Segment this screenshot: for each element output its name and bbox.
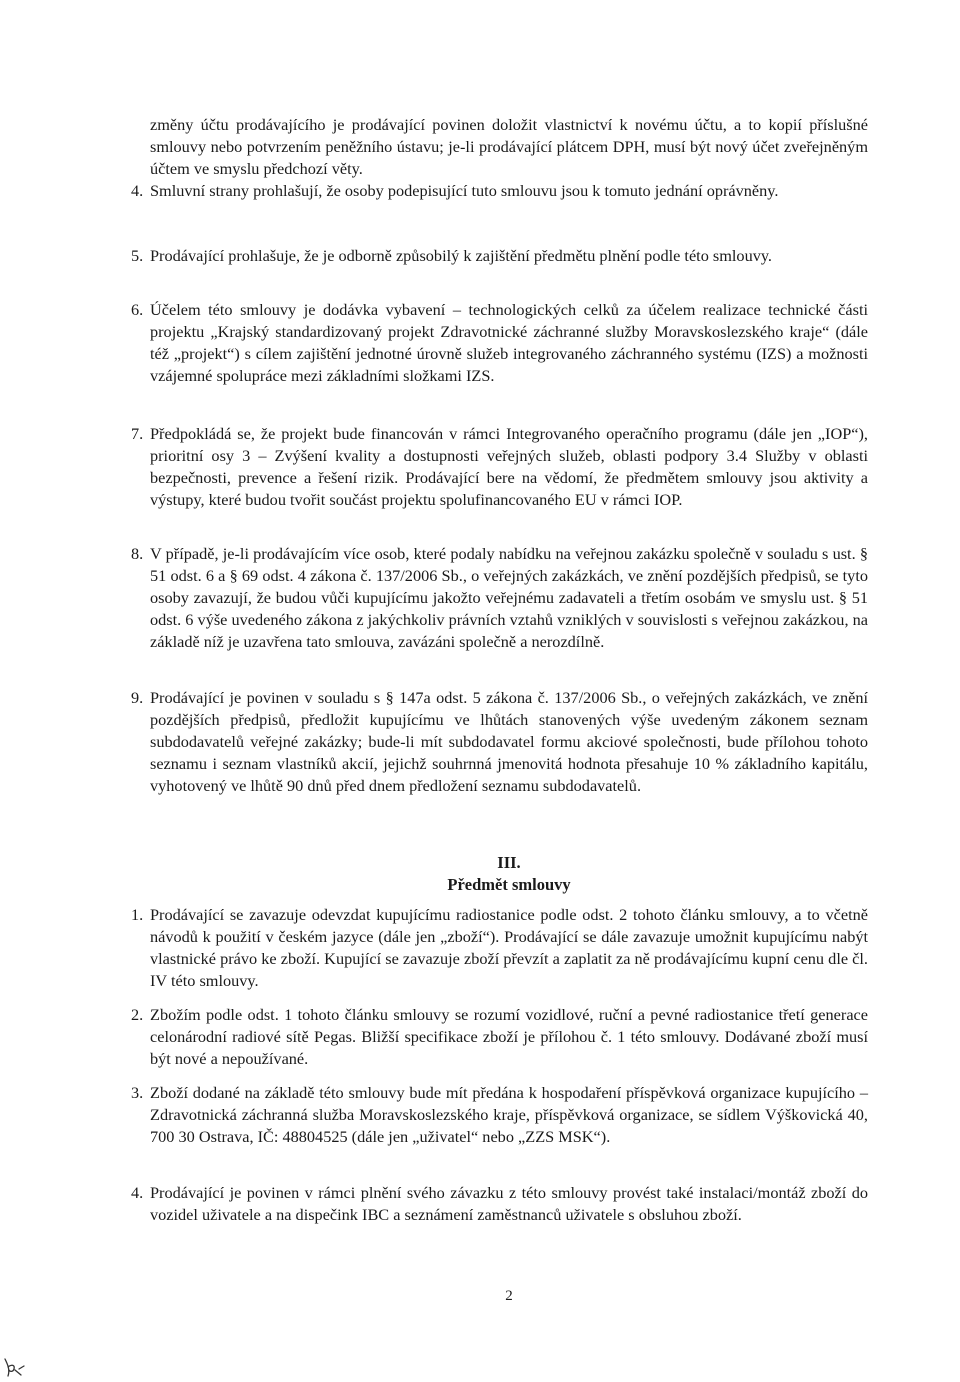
item-text: V případě, je-li prodávajícím více osob, které podaly nabídku na veřejnou zakázku společně v souladu s ust. § 51 odst. 6 a § 69 odst. 4 zákona č. 137/2006 Sb., o veřejných zakázkách, ve znění pozdějších předpisů, se tyto osoby zavazují, že budou vůči kupujícímu jakožto veřejnému zadavateli a třetím osobám ve smyslu ust. § 51 odst. 6 výše uvedeného zákona z jakýchkoliv právních vztahů vzniklých v souvislosti s veřejnou zakázkou, na základě níž je uzavřena tato smlouva, zavázáni společně a nerozdílně. <box>150 544 868 651</box>
list-item <box>131 1082 868 1148</box>
list-item <box>131 687 868 797</box>
item-number: 8. <box>131 544 144 563</box>
item-text: Předpokládá se, že projekt bude financován v rámci Integrovaného operačního programu (dále jen „IOP“), prioritní osy 3 – Zvýšení kvality a dostupnosti veřejných služeb, oblasti podpory 3.4 Služby v oblasti bezpečnosti, prevence a řešení rizik. Prodávající bere na vědomí, že předmětem smlouvy jsou aktivity a výstupy, které budou tvořit součást projektu spolufinancovaného EU v rámci IOP. <box>150 424 868 509</box>
list-item <box>131 245 868 267</box>
handwritten-mark-icon <box>2 1355 28 1379</box>
item-text: Zboží dodané na základě této smlouvy bude mít předána k hospodaření příspěvková organizace kupujícího – Zdravotnická záchranná služba Moravskoslezského kraje, příspěvková organizace, se sídlem Výškovická 40, 700 30 Ostrava, IČ: 48804525 (dále jen „uživatel“ nebo „ZZS MSK“). <box>150 1083 868 1146</box>
page-number: 2 <box>505 1288 513 1304</box>
list-item <box>131 299 868 387</box>
item-number: 4. <box>131 181 144 200</box>
section-title: Předmět smlouvy <box>447 875 571 894</box>
list-item <box>131 1004 868 1070</box>
item-number: 6. <box>131 300 144 319</box>
list-item <box>131 180 868 202</box>
list-item <box>131 1182 868 1226</box>
list-item <box>131 423 868 511</box>
item-number: 7. <box>131 424 144 443</box>
list-item <box>131 543 868 653</box>
item-number: 2. <box>131 1005 144 1024</box>
item-number: 3. <box>131 1083 144 1102</box>
item-number: 9. <box>131 688 144 707</box>
section-number: III. <box>497 853 521 872</box>
list-item <box>131 904 868 992</box>
item-number: 1. <box>131 905 144 924</box>
item-text: Účelem této smlouvy je dodávka vybavení – technologických celků za účelem realizace technické části projektu „Krajský standardizovaný projekt Zdravotnické záchranné služby Moravskoslezského kraje“ (dále též „projekt“) s cílem zajištění jednotné úrovně služeb integrovaného záchranného systému (IZS) a možnosti vzájemné spolupráce mezi základními složkami IZS. <box>150 300 868 385</box>
item-number: 5. <box>131 246 144 265</box>
item-text: Prodávající prohlašuje, že je odborně způsobilý k zajištění předmětu plnění podle této smlouvy. <box>150 246 773 265</box>
item-text: Prodávající je povinen v souladu s § 147a odst. 5 zákona č. 137/2006 Sb., o veřejných zakázkách, ve znění pozdějších předpisů, předložit kupujícímu ve lhůtách stanovených výše uvedeným zákonem seznam subdodavatelů veřejné zakázky; bude-li mít subdodavatel formu akciové společnosti, bude přílohou tohoto seznamu i seznam vlastníků akcií, jejichž souhrnná jmenovitá hodnota přesahuje 10 % základního kapitálu, vyhotovený ve lhůtě 90 dnů před dnem předložení seznamu subdodavatelů. <box>150 688 868 795</box>
item-text: Prodávající se zavazuje odevzdat kupujícímu radiostanice podle odst. 2 tohoto článku smlouvy, a to včetně návodů k použití v českém jazyce (dále jen „zboží“). Prodávající se dále zavazuje umožnit kupujícímu nabýt vlastnické právo ke zboží. Kupující se zavazuje zboží převzít a zaplatit za ně prodávajícímu kupní cenu dle čl. IV této smlouvy. <box>150 905 868 990</box>
item-number: 4. <box>131 1183 144 1202</box>
item-text: Smluvní strany prohlašují, že osoby podepisující tuto smlouvu jsou k tomuto jednání oprávněny. <box>150 181 779 200</box>
intro-paragraph: změny účtu prodávajícího je prodávající povinen doložit vlastnictví k novému účtu, a to kopií příslušné smlouvy nebo potvrzením peněžního ústavu; je-li prodávající plátcem DPH, musí být nový účet zveřejněným účtem ve smyslu předchozí věty. <box>150 115 868 178</box>
item-text: Zbožím podle odst. 1 tohoto článku smlouvy se rozumí vozidlové, ruční a pevné radiostanice třetí generace celonárodní radiové sítě Pegas. Bližší specifikace zboží je přílohou č. 1 této smlouvy. Dodávané zboží musí být nové a nepoužívané. <box>150 1005 868 1068</box>
item-text: Prodávající je povinen v rámci plnění svého závazku z této smlouvy provést také instalaci/montáž zboží do vozidel uživatele a na dispečink IBC a seznámení zaměstnanců uživatele s obsluhou zboží. <box>150 1183 868 1224</box>
